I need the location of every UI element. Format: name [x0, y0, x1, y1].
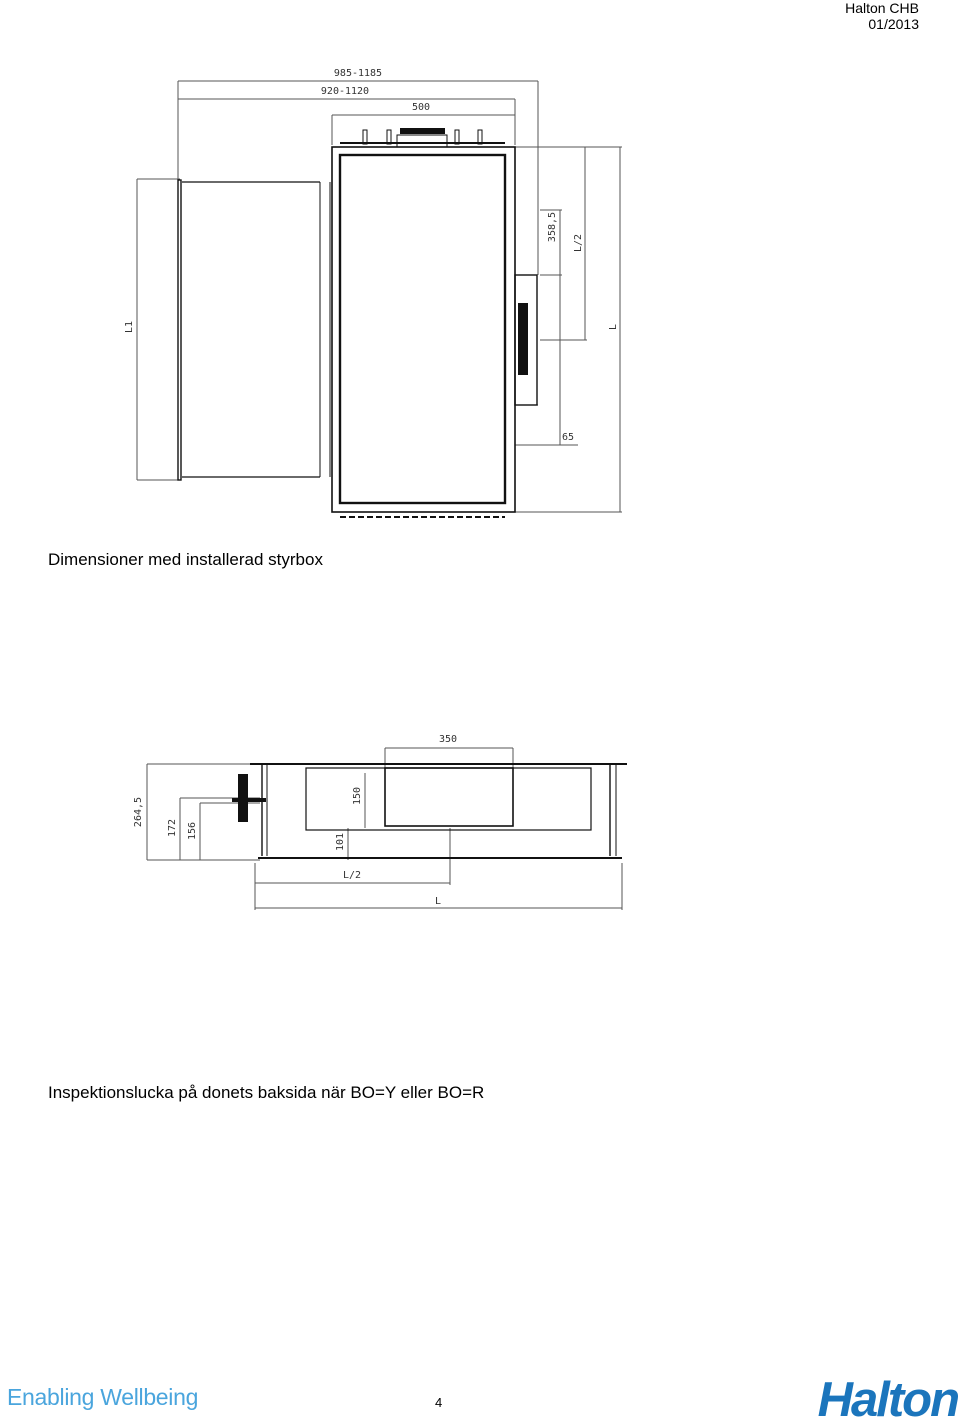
- dim-length: L: [608, 323, 619, 331]
- dim-width: 500: [411, 102, 431, 113]
- dim-length-2: L: [434, 896, 442, 907]
- dim-half-length-2: L/2: [342, 870, 362, 881]
- drawing-side-view: [120, 728, 640, 918]
- dim-172: 172: [167, 818, 178, 838]
- dim-box-depth: 65: [561, 432, 575, 443]
- page-number: 4: [435, 1395, 443, 1410]
- header-date: 01/2013: [868, 16, 919, 32]
- dim-length1: L1: [124, 320, 135, 334]
- halton-logo: Halton: [817, 1373, 958, 1427]
- dim-156: 156: [187, 821, 198, 841]
- page-header: [845, 0, 919, 32]
- header-product: Halton CHB: [845, 0, 919, 16]
- dim-offset: 358,5: [547, 211, 558, 243]
- dim-150: 150: [352, 786, 363, 806]
- caption-installed-control-box: Dimensioner med installerad styrbox: [48, 550, 323, 569]
- dim-hatch-width: 350: [438, 734, 458, 745]
- footer-slogan: Enabling Wellbeing: [7, 1384, 199, 1410]
- dim-overall-range: 985-1185: [333, 68, 383, 79]
- dim-total-height: 264,5: [133, 796, 144, 828]
- dim-body-range: 920-1120: [320, 86, 370, 97]
- dim-half-length: L/2: [573, 233, 584, 253]
- caption-inspection-hatch: Inspektionslucka på donets baksida när BO=Y eller BO=R: [48, 1083, 485, 1102]
- dim-101: 101: [335, 832, 346, 852]
- drawing-top-view: [100, 55, 640, 530]
